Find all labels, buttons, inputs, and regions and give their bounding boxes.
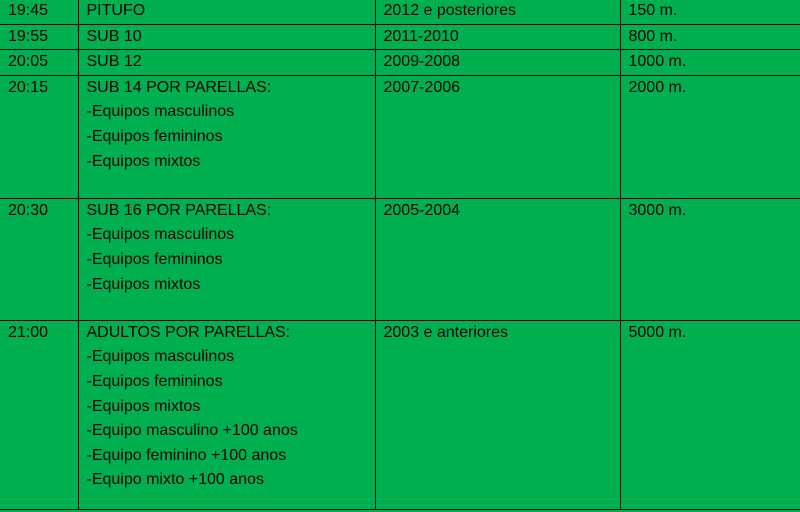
table-row (0, 198, 800, 320)
team-type-item: -Equipo masculino +100 anos (86, 422, 298, 440)
distance-cell: 800 m. (620, 24, 800, 50)
category-cell (78, 198, 375, 320)
table-row (0, 0, 800, 24)
category-cell (78, 75, 375, 198)
table-row (0, 320, 800, 509)
team-type-item: -Equipos masculinos (86, 348, 235, 366)
birth-years-cell: 2007-2006 (375, 75, 620, 198)
table-row (0, 50, 800, 76)
distance-cell: 2000 m. (620, 75, 800, 198)
team-type-item: -Equipo feminino +100 anos (86, 446, 287, 464)
team-type-item: -Equipos masculinos (86, 226, 235, 244)
table-row (0, 24, 800, 50)
distance-cell: 3000 m. (620, 198, 800, 320)
category-title: SUB 14 POR PARELLAS: (86, 78, 272, 96)
birth-years-cell: 2005-2004 (375, 198, 620, 320)
birth-years-cell: 2012 e posteriores (375, 0, 620, 24)
category-cell (78, 320, 375, 509)
start-time-cell: 19:55 (0, 24, 78, 50)
category-cell (78, 50, 375, 76)
distance-cell: 5000 m. (620, 320, 800, 509)
category-title: SUB 16 POR PARELLAS: (86, 201, 272, 219)
team-type-item: -Equipos mixtos (86, 152, 201, 170)
team-type-item: -Equipos mixtos (86, 275, 201, 293)
category-title: SUB 10 (86, 27, 142, 45)
category-cell (78, 0, 375, 24)
category-cell (78, 24, 375, 50)
team-type-item: -Equipos femininos (86, 127, 223, 145)
team-type-item: -Equipos masculinos (86, 103, 235, 121)
team-type-item: -Equipo mixto +100 anos (86, 471, 264, 489)
category-title: PITUFO (86, 2, 146, 19)
distance-cell: 150 m. (620, 0, 800, 24)
team-type-item: -Equipos mixtos (86, 397, 201, 415)
start-time-cell: 19:45 (0, 0, 78, 24)
birth-years-cell: 2003 e anteriores (375, 320, 620, 509)
start-time-cell: 20:30 (0, 198, 78, 320)
table-row (0, 75, 800, 198)
start-time-cell: 21:00 (0, 320, 78, 509)
birth-years-cell: 2011-2010 (375, 24, 620, 50)
team-type-item: -Equipos femininos (86, 372, 223, 390)
team-type-item: -Equipos femininos (86, 250, 223, 268)
start-time-cell: 20:15 (0, 75, 78, 198)
category-title: ADULTOS POR PARELLAS: (86, 323, 291, 341)
start-time-cell: 20:05 (0, 50, 78, 76)
category-title: SUB 12 (86, 53, 142, 71)
birth-years-cell: 2009-2008 (375, 50, 620, 76)
distance-cell: 1000 m. (620, 50, 800, 76)
